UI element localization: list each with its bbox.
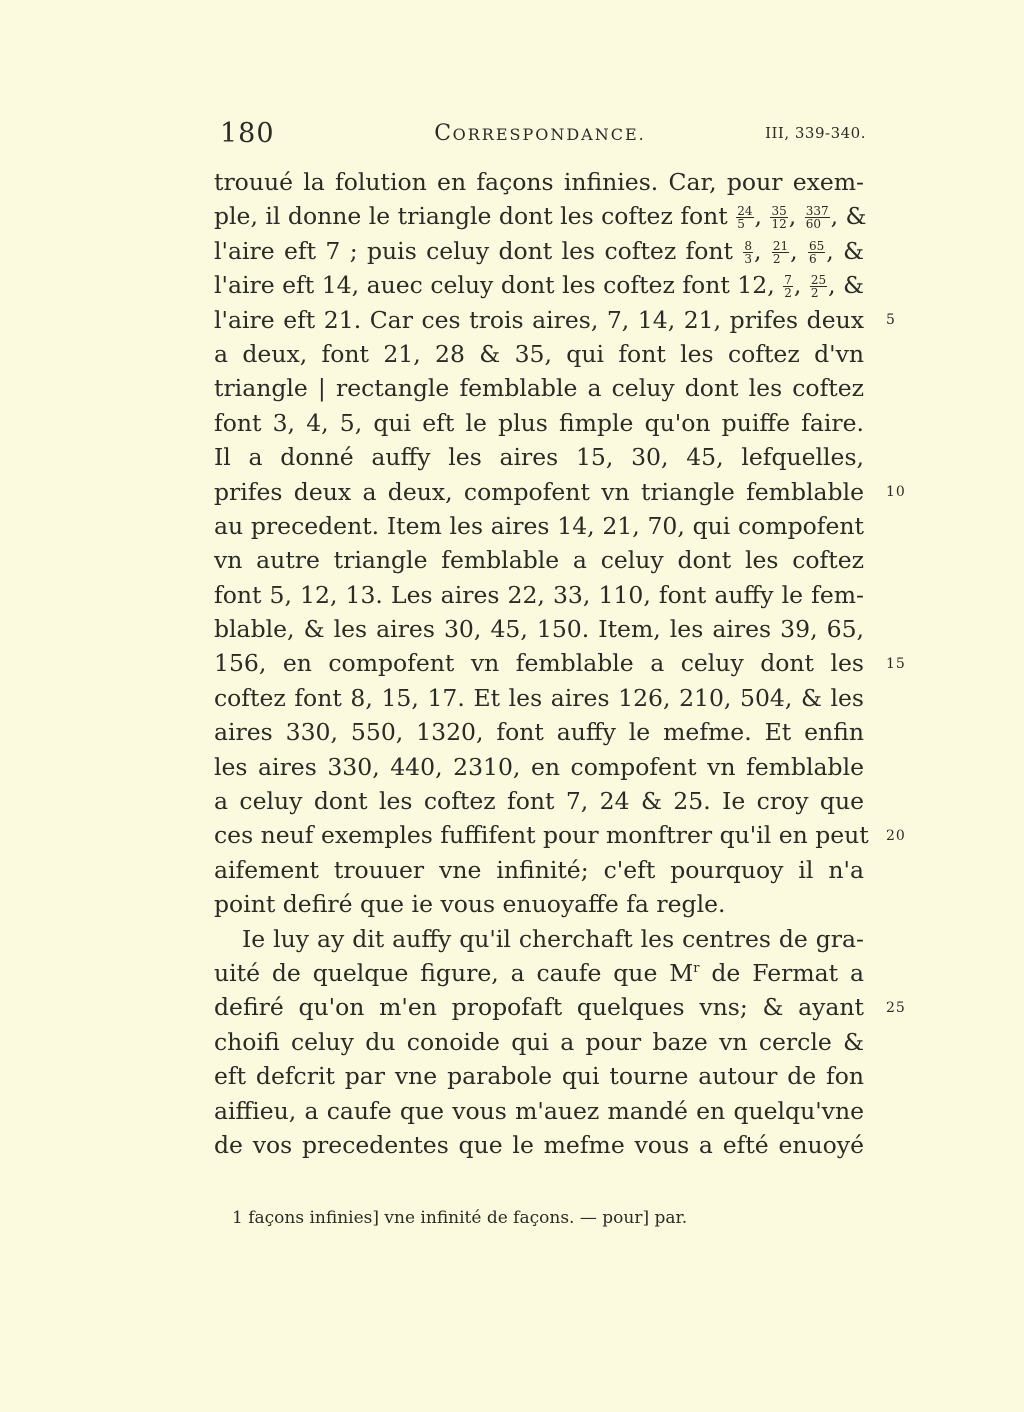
text-line [214, 715, 864, 749]
fraction [810, 274, 827, 299]
fraction [736, 205, 753, 230]
text-line-content: prifes deux a deux, compofent vn triangle femblable [214, 477, 864, 506]
text-line-content: ces neuf exemples fuffifent pour monftrer qu'il en peut [214, 821, 869, 850]
text-line-content: font 5, 12, 13. Les aires 22, 33, 110, font auffy le fem- [214, 580, 864, 609]
text-line [214, 818, 869, 852]
fraction [772, 240, 789, 265]
text-segment: , & [830, 202, 867, 231]
text-line-content: blable, & les aires 30, 45, 150. Item, les aires 39, 65, [214, 615, 864, 644]
text-line [214, 371, 864, 405]
fraction-numerator: 337 [805, 204, 829, 219]
text-line-content: au precedent. Item les aires 14, 21, 70, qui compofent [214, 511, 864, 540]
line-number: 15 [886, 655, 906, 672]
text-line [214, 199, 867, 233]
text-line-content: 156, en compofent vn femblable a celuy dont les [214, 649, 864, 678]
text-line [214, 578, 864, 612]
fraction [783, 274, 793, 299]
fraction-numerator: 25 [810, 273, 827, 288]
text-line-content: point defiré que ie vous enuoyaffe fa regle. [214, 890, 726, 919]
text-line [214, 646, 864, 680]
text-line-content: Il a donné auffy les aires 15, 30, 45, lefquelles, [214, 443, 864, 472]
text-line [214, 337, 864, 371]
fraction-denominator: 2 [784, 286, 792, 301]
text-line [214, 1128, 864, 1162]
text-segment: , [788, 202, 804, 231]
text-line-content: Ie luy ay dit auffy qu'il cherchaft les centres de gra- [242, 924, 864, 953]
line-number: 10 [886, 483, 906, 500]
text-line-content: a deux, font 21, 28 & 35, qui font les coftez d'vn [214, 339, 864, 368]
fraction-denominator: 3 [744, 251, 752, 266]
fraction-denominator: 12 [771, 217, 787, 232]
footnote: 1 façons infinies] vne infinité de façons. — pour] par. [232, 1208, 688, 1228]
fraction-numerator: 8 [744, 238, 752, 253]
fraction [808, 240, 825, 265]
fraction-numerator: 35 [771, 204, 787, 219]
text-line [214, 165, 864, 199]
text-line [214, 681, 864, 715]
text-line-content: aifement trouuer vne infinité; c'eft pourquoy il n'a [214, 855, 864, 884]
text-segment: l'aire eft 14, auec celuy dont les coftez font 12, [214, 271, 783, 300]
text-line [214, 1025, 864, 1059]
fraction [743, 240, 753, 265]
text-line [214, 853, 864, 887]
text-line-content: de vos precedentes que le mefme vous a efté enuoyé [214, 1130, 864, 1159]
text-line-content: l'aire eft 21. Car ces trois aires, 7, 14, 21, prifes deux [214, 305, 864, 334]
text-line [214, 750, 864, 784]
text-line-content: eft defcrit par vne parabole qui tourne autour de fon [214, 1062, 864, 1091]
text-line [214, 303, 864, 337]
fraction-numerator: 24 [737, 204, 753, 219]
text-line [214, 922, 864, 956]
fraction-denominator: 60 [805, 217, 821, 232]
text-segment: , [754, 202, 770, 231]
text-line [214, 406, 864, 440]
text-line [214, 268, 864, 302]
text-line [214, 1094, 864, 1128]
text-segment: , [790, 236, 807, 265]
fraction-denominator: 6 [808, 251, 817, 266]
running-title-rest: ORRESPONDANCE. [452, 125, 646, 144]
text-line [214, 612, 864, 646]
text-line [214, 475, 864, 509]
text-line [214, 887, 864, 921]
text-line-content: trouué la folution en façons infinies. Car, pour exem- [214, 168, 864, 196]
page-number: 180 [220, 118, 275, 149]
text-line-content: choifi celuy du conoide qui a pour baze vn cercle & [214, 1027, 864, 1056]
text-segment: , [754, 236, 771, 265]
text-line [214, 234, 864, 268]
fraction [805, 205, 830, 230]
text-segment: de Fermat a [699, 958, 864, 987]
text-line [214, 440, 864, 474]
text-segment: l'aire eft 7 ; puis celuy dont les coftez font [214, 236, 743, 265]
text-line [214, 1059, 864, 1093]
line-number: 25 [886, 999, 906, 1016]
text-line [214, 956, 864, 990]
text-segment: , & [826, 236, 865, 265]
text-line-content: les aires 330, 440, 2310, en compofent vn femblable [214, 752, 864, 781]
text-line [214, 543, 864, 577]
text-segment: uité de quelque figure, a caufe que M [214, 958, 694, 987]
text-line-content: a celuy dont les coftez font 7, 24 & 25. Ie croy que [214, 787, 864, 816]
running-header [214, 118, 866, 152]
text-segment: ple, il donne le triangle dont les coftez font [214, 202, 736, 231]
text-line-content: coftez font 8, 15, 17. Et les aires 126, 210, 504, & les [214, 683, 864, 712]
text-line-content: defiré qu'on m'en propofaft quelques vns; & ayant [214, 993, 864, 1022]
letter-body-text [214, 165, 869, 1162]
line-number: 5 [886, 311, 896, 328]
text-line-content: vn autre triangle femblable a celuy dont les coftez [214, 546, 864, 575]
running-title-initial: C [434, 121, 453, 146]
fraction-denominator: 2 [772, 251, 781, 266]
text-line-content: aiffieu, a caufe que vous m'auez mandé en quelqu'vne [214, 1096, 864, 1125]
volume-page-reference: III, 339-340. [765, 124, 866, 142]
text-segment: , [793, 271, 809, 300]
fraction-numerator: 21 [772, 238, 789, 253]
fraction-numerator: 65 [808, 238, 825, 253]
text-line [214, 784, 864, 818]
text-line [214, 990, 864, 1024]
text-line [214, 509, 864, 543]
fraction-denominator: 2 [810, 286, 819, 301]
text-line-content: font 3, 4, 5, qui eft le plus fimple qu'on puiffe faire. [214, 408, 864, 437]
fraction [770, 205, 787, 230]
text-line-content: triangle | rectangle femblable a celuy dont les coftez [214, 374, 864, 403]
text-line-content: aires 330, 550, 1320, font auffy le mefme. Et enfin [214, 718, 864, 747]
fraction-denominator: 5 [737, 217, 745, 232]
line-number: 20 [886, 827, 906, 844]
superscript: r [693, 960, 700, 976]
text-segment: , & [828, 271, 864, 300]
fraction-numerator: 7 [784, 273, 792, 288]
